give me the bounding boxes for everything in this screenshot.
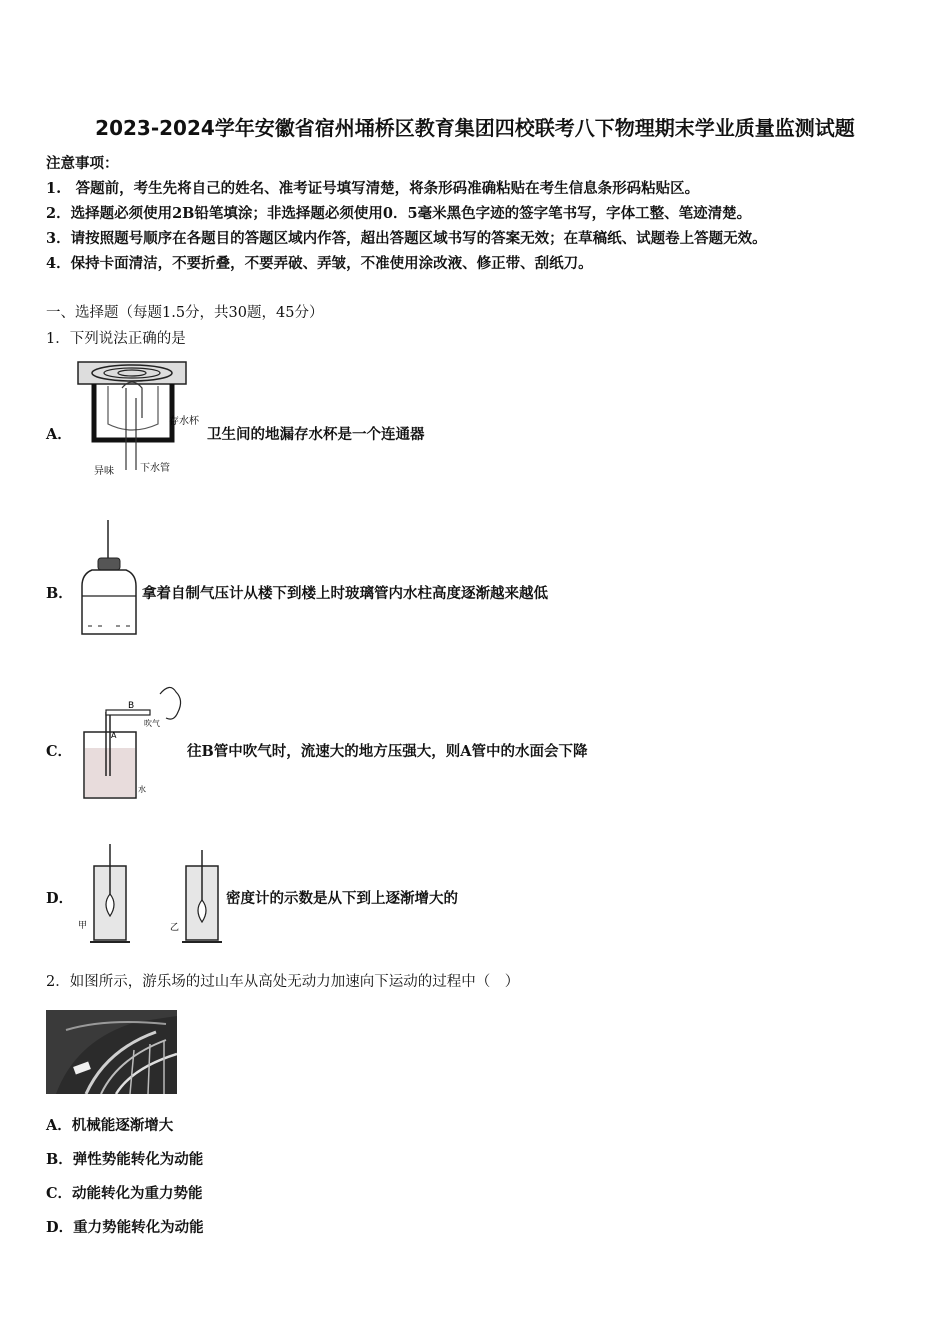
q2-stem: 2．如图所示，游乐场的过山车从高处无动力加速向下运动的过程中（ ） [46, 974, 520, 990]
fig-label-pipe: 下水管 [140, 463, 170, 474]
barometer-figure [78, 518, 140, 642]
notice-item-3: 3．请按照题号顺序在各题目的答题区域内作答，超出答题区域书写的答案无效；在草稿纸、试题卷上答题无效。 [46, 230, 767, 247]
q2-option-a [46, 1114, 173, 1135]
page-title: 2023-2024学年安徽省宿州埇桥区教育集团四校联考八下物理期末学业质量监测试题 [95, 116, 855, 140]
q1-option-b-text: 拿着自制气压计从楼下到楼上时玻璃管内水柱高度逐渐越来越低 [142, 585, 548, 602]
q1-option-d-text: 密度计的示数是从下到上逐渐增大的 [226, 890, 458, 907]
q1-option-a-text: 卫生间的地漏存水杯是一个连通器 [207, 426, 425, 443]
notice-item-4: 4．保持卡面清洁，不要折叠，不要弄破、弄皱，不准使用涂改液、修正带、刮纸刀。 [46, 255, 593, 272]
q1-stem: 1．下列说法正确的是 [46, 331, 186, 347]
q2-option-c-text: 动能转化为重力势能 [72, 1185, 203, 1202]
fig-label-jia: 甲 [78, 921, 88, 931]
notice-item-2: 2．选择题必须使用2B铅笔填涂；非选择题必须使用0．5毫米黑色字迹的签字笔书写，字体工整、笔迹清楚。 [46, 205, 752, 222]
q1-option-a-letter: A． [46, 426, 72, 443]
blow-tube-figure [80, 676, 190, 802]
fig-label-a: A [111, 731, 117, 740]
q2-option-b-text: 弹性势能转化为动能 [72, 1151, 204, 1168]
section-heading: 一、选择题（每题1.5分，共30题，45分） [46, 305, 324, 321]
fig-label-odor: 异味 [94, 466, 114, 477]
fig-label-yi: 乙 [170, 923, 180, 933]
q2-option-d [46, 1216, 204, 1237]
notice-heading: 注意事项： [46, 155, 119, 172]
q1-option-d-letter: D． [46, 890, 74, 907]
hydrometer-figure [78, 840, 226, 950]
fig-label-b: B [128, 701, 135, 711]
q1-option-c-letter: C． [46, 743, 73, 760]
q2-option-a-letter: A． [46, 1117, 72, 1134]
roller-coaster-photo [46, 1010, 177, 1094]
q2-option-c-letter: C． [46, 1185, 73, 1202]
q1-option-c-text: 往B管中吹气时，流速大的地方压强大，则A管中的水面会下降 [187, 743, 588, 760]
q1-option-b-letter: B． [46, 585, 73, 602]
floor-drain-figure [74, 358, 206, 480]
notice-item-1: 1. 答题前，考生先将自己的姓名、准考证号填写清楚，将条形码准确粘贴在考生信息条形码粘贴区。 [46, 180, 700, 197]
q2-option-c [46, 1182, 203, 1203]
q2-option-a-text: 机械能逐渐增大 [71, 1117, 174, 1134]
q2-option-d-letter: D． [46, 1219, 74, 1236]
fig-label-water: 水 [138, 785, 146, 794]
q2-option-b-letter: B． [46, 1151, 73, 1168]
q2-option-d-text: 重力势能转化为动能 [73, 1219, 204, 1236]
fig-label-blow: 吹气 [144, 719, 160, 728]
q2-option-b [46, 1148, 203, 1169]
fig-label-cup: 存水杯 [169, 416, 199, 427]
